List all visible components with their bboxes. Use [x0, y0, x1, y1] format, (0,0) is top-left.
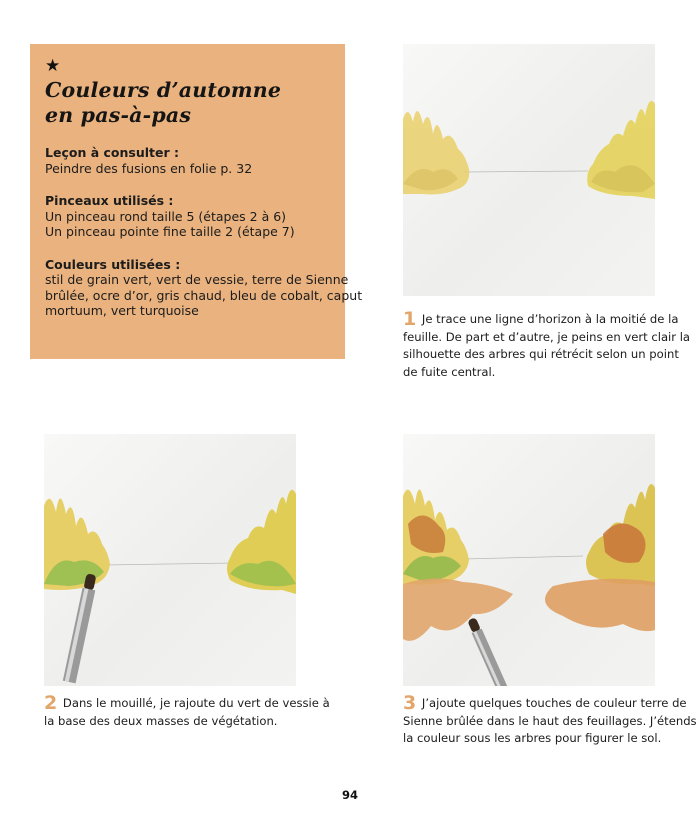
brushes-line-2: Un pinceau pointe fine taille 2 (étape 7) [45, 224, 295, 239]
lesson-text: Peindre des fusions en folie p. 32 [45, 160, 253, 176]
brushes-heading: Pinceaux utilisés : [45, 193, 174, 208]
colors-line-3: mortuum, vert turquoise [45, 303, 199, 318]
info-box [30, 44, 363, 359]
step-2-number: 2 [44, 692, 58, 714]
step-3-number: 3 [403, 692, 417, 714]
title [45, 78, 331, 128]
step-1-line-4: de fuite central. [403, 364, 496, 379]
step-3-line-1: J’ajoute quelques touches de couleur terre de [421, 696, 687, 710]
step-2-line-2: la base des deux masses de végétation. [44, 713, 278, 728]
page-number: 94 [341, 788, 358, 802]
step-1-number: 1 [403, 308, 417, 330]
step-1-line-1: Je trace une ligne d’horizon à la moitié de la [421, 312, 679, 326]
colors-heading: Couleurs utilisées : [45, 256, 181, 272]
step-2-photo [44, 434, 296, 686]
step-1-caption [403, 308, 691, 381]
step-2-caption [44, 692, 330, 730]
colors-line-2: brûlée, ocre d’or, gris chaud, bleu de cobalt, caput [45, 287, 363, 303]
step-2-line-1: Dans le mouillé, je rajoute du vert de vessie à [62, 696, 330, 710]
step-3-caption [403, 692, 697, 748]
title-line-1: Couleurs d’automne [45, 78, 282, 102]
colors-block [45, 256, 363, 319]
title-line-2: en pas-à-pas [45, 103, 192, 127]
step-3-photo [403, 434, 655, 686]
step-1-photo [403, 44, 655, 296]
step-1-line-3: silhouette des arbres qui rétrécit selon un point [403, 347, 679, 361]
lesson-heading: Leçon à consulter : [45, 145, 179, 160]
step-3-line-2: Sienne brûlée dans le haut des feuillages. J’étends [403, 713, 697, 728]
lesson-block [45, 145, 331, 176]
star-icon: ★ [45, 56, 61, 76]
step-3-line-3: la couleur sous les arbres pour figurer le sol. [403, 731, 662, 745]
colors-line-1: stil de grain vert, vert de vessie, terre de Sienne [45, 272, 349, 287]
step-1-line-2: feuille. De part et d’autre, je peins en vert clair la [403, 329, 691, 344]
brushes-block [45, 193, 331, 240]
brushes-line-1: Un pinceau rond taille 5 (étapes 2 à 6) [45, 208, 287, 224]
